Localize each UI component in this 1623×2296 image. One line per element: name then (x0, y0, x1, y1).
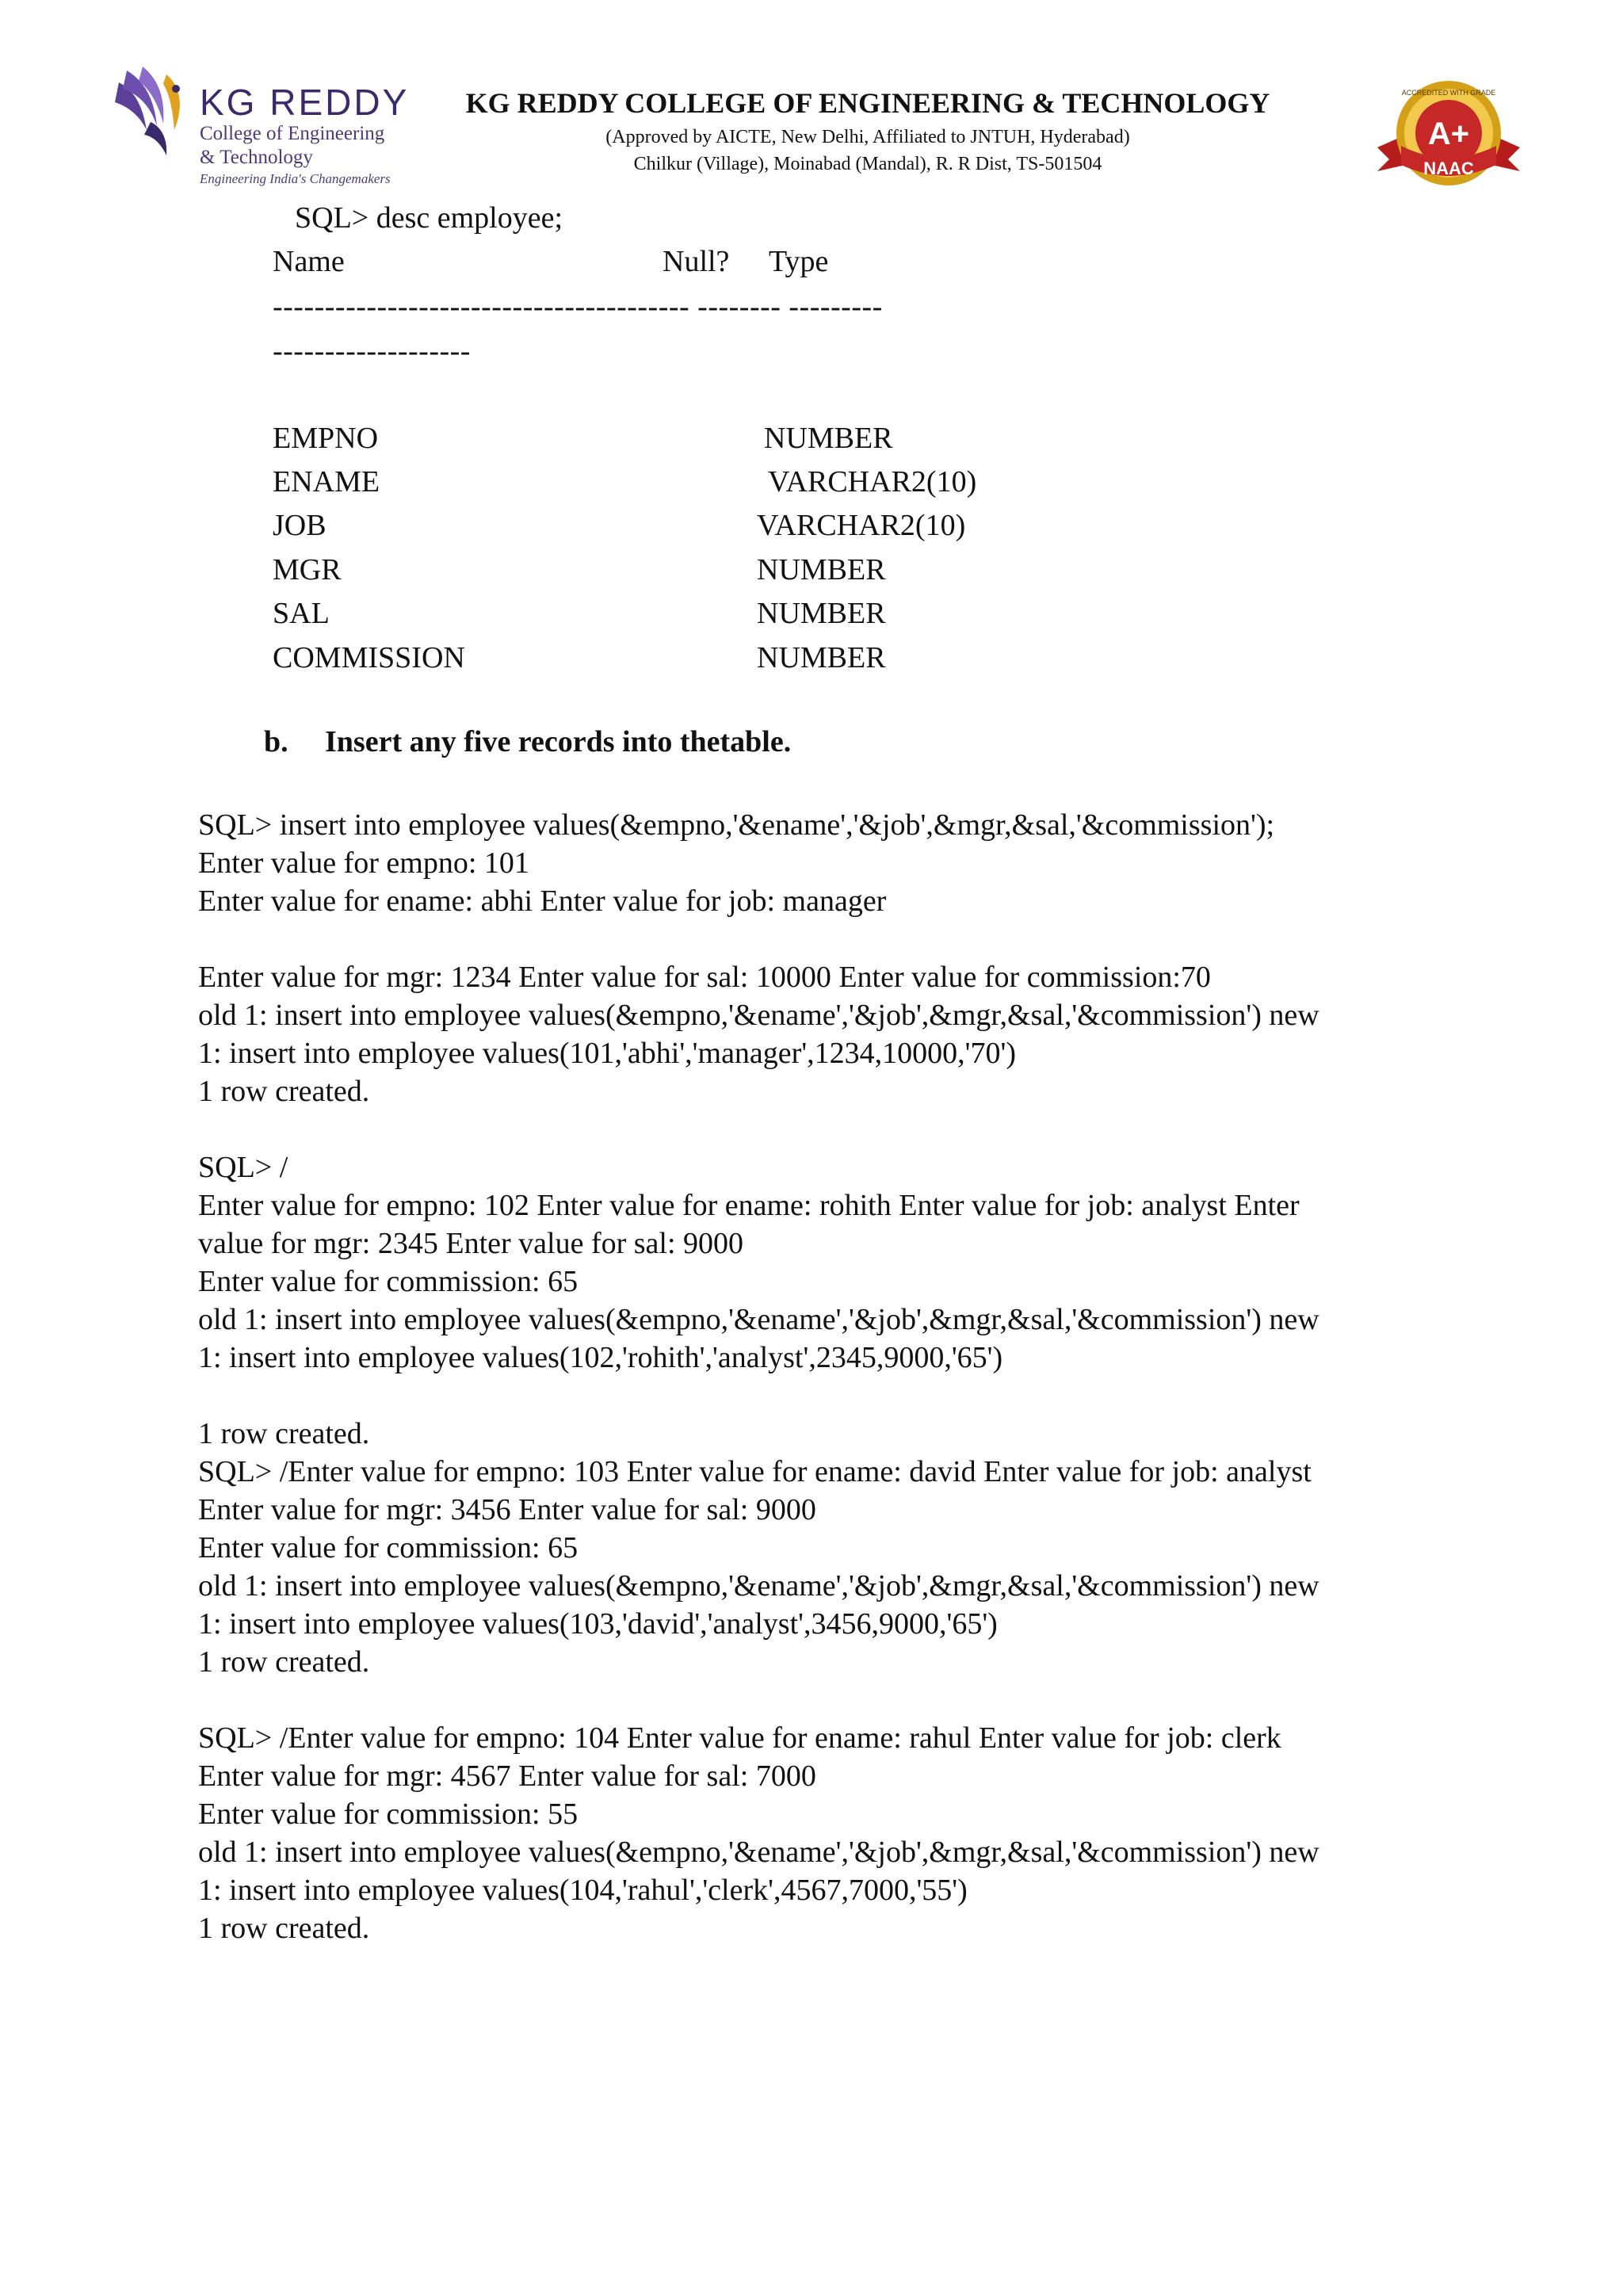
desc-header-type: Type (769, 245, 829, 278)
transcript-line: 1: insert into employee values(104,'rahul','clerk',4567,7000,'55') (198, 1874, 968, 1907)
transcript-line: Enter value for empno: 101 (198, 846, 529, 880)
desc-header-null: Null? (663, 245, 730, 278)
section-label: b. (264, 725, 288, 758)
desc-dash-line-1: ---------------------------------------- -------- --------- (273, 290, 883, 323)
transcript-line: Enter value for empno: 102 Enter value for ename: rohith Enter value for job: analyst Enter (198, 1189, 1300, 1222)
college-header (412, 86, 1323, 178)
desc-row-type: VARCHAR2(10) (757, 509, 966, 542)
transcript-line: 1: insert into employee values(103,'david','analyst',3456,9000,'65') (198, 1607, 998, 1641)
desc-header-name: Name (273, 245, 345, 278)
transcript-line: 1: insert into employee values(101,'abhi','manager',1234,10000,'70') (198, 1037, 1017, 1070)
transcript-line: 1 row created. (198, 1912, 370, 1945)
desc-row-type: NUMBER (764, 422, 893, 455)
transcript-line: old 1: insert into employee values(&empno,'&ename','&job',&mgr,&sal,'&commission') new (198, 1836, 1319, 1869)
desc-row-name: COMMISSION (273, 641, 465, 674)
section-title: Insert any five records into thetable. (325, 725, 792, 758)
transcript-line: value for mgr: 2345 Enter value for sal: 9000 (198, 1227, 744, 1260)
logo-tagline: Engineering India's Changemakers (200, 171, 391, 186)
college-name: KG REDDY COLLEGE OF ENGINEERING & TECHNOLOGY (465, 87, 1270, 119)
college-logo (111, 67, 412, 201)
college-address: Chilkur (Village), Moinabad (Mandal), R. R Dist, TS-501504 (633, 154, 1102, 174)
transcript-line: Enter value for commission: 55 (198, 1797, 579, 1831)
naac-grade: A+ (1427, 117, 1470, 151)
transcript-line: 1 row created. (198, 1645, 370, 1679)
logo-line-2: & Technology (200, 147, 313, 168)
naac-ring-text: ACCREDITED WITH GRADE (1401, 89, 1496, 97)
naac-seal-icon (1369, 76, 1528, 195)
transcript-line: SQL> /Enter value for empno: 104 Enter value for ename: rahul Enter value for job: clerk (198, 1721, 1281, 1755)
desc-row-type: VARCHAR2(10) (768, 465, 977, 499)
transcript-line: old 1: insert into employee values(&empno,'&ename','&job',&mgr,&sal,'&commission') new (198, 999, 1319, 1032)
desc-command: SQL> desc employee; (295, 201, 563, 235)
desc-row-name: MGR (273, 553, 342, 586)
transcript-line: Enter value for ename: abhi Enter value for job: manager (198, 884, 887, 918)
desc-row-type: NUMBER (757, 597, 886, 630)
logo-brand: KG REDDY (200, 82, 410, 123)
naac-label: NAAC (1423, 159, 1474, 178)
desc-row-name: EMPNO (273, 422, 379, 455)
desc-row-type: NUMBER (757, 641, 886, 674)
transcript-line: Enter value for commission: 65 (198, 1531, 579, 1564)
transcript-line: 1: insert into employee values(102,'rohith','analyst',2345,9000,'65') (198, 1341, 1003, 1374)
desc-dash-line-2: ------------------- (273, 334, 471, 368)
transcript-line: 1 row created. (198, 1417, 370, 1450)
desc-row-name: SAL (273, 597, 330, 630)
transcript-line: Enter value for mgr: 4567 Enter value for sal: 7000 (198, 1759, 816, 1793)
desc-row-name: JOB (273, 509, 327, 542)
transcript-line: SQL> insert into employee values(&empno,'&ename','&job',&mgr,&sal,'&commission'); (198, 808, 1275, 842)
transcript-line: Enter value for mgr: 3456 Enter value for sal: 9000 (198, 1493, 816, 1526)
transcript-line: SQL> /Enter value for empno: 103 Enter value for ename: david Enter value for job: analyst (198, 1455, 1312, 1488)
transcript-line: Enter value for commission: 65 (198, 1265, 579, 1298)
transcript-line: SQL> / (198, 1151, 288, 1184)
transcript-line: old 1: insert into employee values(&empno,'&ename','&job',&mgr,&sal,'&commission') new (198, 1303, 1319, 1336)
desc-row-name: ENAME (273, 465, 380, 499)
logo-line-1: College of Engineering (200, 123, 385, 144)
desc-row-type: NUMBER (757, 553, 886, 586)
college-approval: (Approved by AICTE, New Delhi, Affiliated to JNTUH, Hyderabad) (605, 127, 1130, 147)
eagle-logo-icon (111, 67, 198, 162)
transcript-line: 1 row created. (198, 1075, 370, 1108)
transcript-line: Enter value for mgr: 1234 Enter value for sal: 10000 Enter value for commission:70 (198, 961, 1211, 994)
naac-badge (1369, 76, 1528, 195)
transcript-line: old 1: insert into employee values(&empno,'&ename','&job',&mgr,&sal,'&commission') new (198, 1569, 1319, 1603)
